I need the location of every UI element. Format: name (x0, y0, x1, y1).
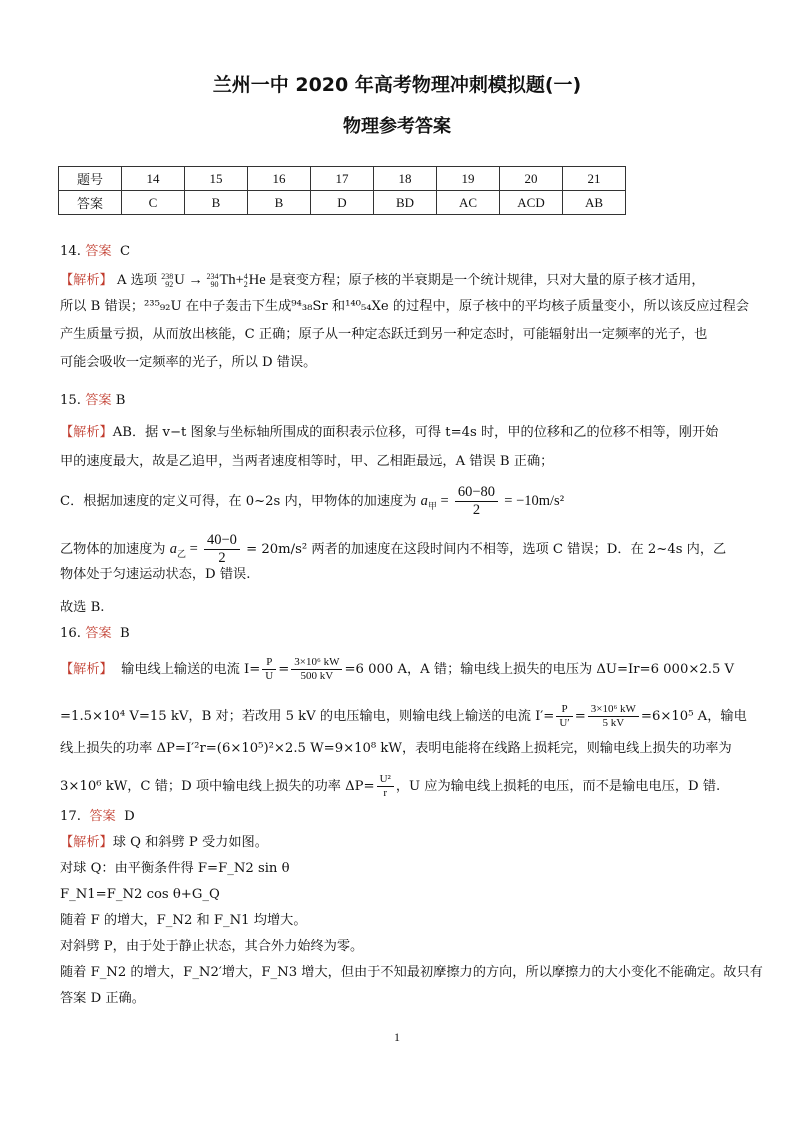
text: =1.5×10⁴ V=15 kV，B 对；若改用 5 kV 的电压输电，则输电线上输送的电流 I′= (60, 709, 555, 724)
table-cell: D (311, 191, 374, 215)
q17-line-5: 对斜劈 P，由于处于静止状态，其合外力始终为零。 (60, 939, 364, 954)
table-cell: 19 (437, 167, 500, 191)
q16-line-3: 线上损失的功率 ΔP=I′²r=(6×10⁵)²×2.5 W=9×10⁸ kW，表明电能将在线路上损耗完，则输电线上损失的功率为 (60, 741, 732, 756)
answer-label: 答案 (89, 809, 116, 824)
question-number: 14. (60, 244, 81, 259)
analysis-label: 【解析】 (60, 273, 113, 288)
q15-line-1 (60, 424, 750, 442)
q17-line-6: 随着 F_N2 的增大，F_N2′增大，F_N3 增大，但由于不知最初摩擦力的方向，所以摩擦力的大小变化不能确定。故只有 (60, 965, 763, 980)
fraction: $\frac{P}{U'}$ (556, 703, 572, 730)
question-number: 17. (60, 809, 81, 824)
analysis-label: 【解析】 (60, 425, 113, 440)
q17-line-2: 对球 Q：由平衡条件得 F=F_N2 sin θ (60, 861, 290, 876)
text: A 选项 (116, 273, 158, 288)
q16-line-4 (60, 773, 750, 800)
q14-answer-line (60, 243, 750, 261)
table-cell: 17 (311, 167, 374, 191)
answer-value: B (119, 626, 130, 641)
text: 输电线上输送的电流 I= (121, 662, 261, 677)
q15-line-5: 物体处于匀速运动状态，D 错误. (60, 567, 251, 582)
q17-line-1 (60, 834, 750, 852)
table-cell: 20 (500, 167, 563, 191)
decay-equation: 238 92U → 234 90Th+4 2He (161, 271, 270, 289)
table-cell: 题号 (59, 167, 122, 191)
fraction: $\frac{\text{3×10⁶ kW}}{500 kV}$ (291, 656, 342, 683)
q17-line-7: 答案 D 正确。 (60, 991, 145, 1006)
table-cell: 21 (563, 167, 626, 191)
text: 球 Q 和斜劈 P 受力如图。 (112, 835, 268, 850)
table-row (59, 191, 626, 215)
analysis-label: 【解析】 (60, 835, 113, 850)
answer-value: D (124, 809, 135, 824)
table-cell: ACD (500, 191, 563, 215)
text: AB．据 v−t 图象与坐标轴所围成的面积表示位移，可得 t=4s 时，甲的位移和乙的位移不相等，刚开始 (112, 425, 719, 440)
q16-line-2: =1.5×10⁴ V=15 kV，B 对；若改用 5 kV 的电压输电，则输电线上输送的电流 I′= $\frac{P}{U'}$ = $\frac{\text{3×10⁶ kW}}{5 kV}$ =6×10⁵ A，输电 (60, 703, 747, 729)
answer-table (58, 166, 626, 215)
fraction: $\frac{60-80}{2}$ (455, 484, 498, 519)
text: = 20m/s² 两者的加速度在这段时间内不相等，选项 C 错误；D．在 2~4s 内，乙 (246, 542, 727, 557)
q15-line-6: 故选 B. (60, 600, 105, 615)
question-number: 16. (60, 626, 81, 641)
q16-answer-line (60, 625, 750, 643)
text: 3×10⁶ kW，C 错；D 项中输电线上损失的功率 ΔP= (60, 779, 375, 794)
table-cell: 答案 (59, 191, 122, 215)
q16-line-1 (60, 656, 750, 683)
text: =6 000 A，A 错；输电线上损失的电压为 ΔU=Ir=6 000×2.5 V (344, 662, 735, 677)
text: C．根据加速度的定义可得，在 0~2s 内，甲物体的加速度为 (60, 494, 417, 509)
table-cell: 18 (374, 167, 437, 191)
table-cell: AC (437, 191, 500, 215)
text: 乙物体的加速度为 (60, 542, 166, 557)
math-result: = −10m/s² (504, 493, 565, 509)
text: ，U 应为输电线上损耗的电压，而不是输电电压，D 错. (395, 779, 721, 794)
text: 是衰变方程；原子核的半衰期是一个统计规律，只对大量的原子核才适用， (269, 273, 705, 288)
table-row (59, 167, 626, 191)
answer-value: B (115, 393, 126, 408)
table-cell: 14 (122, 167, 185, 191)
answer-value: C (119, 244, 131, 259)
q17-line-4: 随着 F 的增大，F_N2 和 F_N1 均增大。 (60, 913, 307, 928)
table-cell: B (185, 191, 248, 215)
table-cell: BD (374, 191, 437, 215)
q14-line-4: 可能会吸收一定频率的光子，所以 D 错误。 (60, 355, 317, 370)
fraction: $\frac{\text{U²}}{r}$ (377, 773, 394, 800)
text: = (278, 662, 290, 677)
math: $a_乙$ = (169, 541, 198, 559)
question-number: 15. (60, 393, 81, 408)
fraction: $\frac{\text{3×10⁶ kW}}{5 kV}$ (588, 703, 639, 730)
table-cell: 15 (185, 167, 248, 191)
math: $a_甲$ = (420, 493, 449, 511)
fraction: $\frac{40-0}{2}$ (204, 532, 240, 567)
q14-line-2: 所以 B 错误；²³⁵₉₂U 在中子轰击下生成⁹⁴₃₈Sr 和¹⁴⁰₅₄Xe 的过程中，原子核中的平均核子质量变小，所以该反应过程会 (60, 299, 749, 314)
q14-line-1 (60, 271, 750, 290)
table-cell: C (122, 191, 185, 215)
analysis-label: 【解析】 (60, 662, 113, 677)
fraction: $\frac{P}{U}$ (262, 656, 276, 683)
page-number: 1 (394, 1030, 400, 1044)
q15-line-2: 甲的速度最大，故是乙追甲，当两者速度相等时，甲、乙相距最远，A 错误 B 正确； (60, 454, 554, 469)
q15-answer-line (60, 392, 750, 410)
text: =6×10⁵ A，输电 (640, 709, 747, 724)
q17-line-3: F_N1=F_N2 cos θ+G_Q (60, 887, 220, 902)
q14-line-3: 产生质量亏损，从而放出核能，C 正确；原子从一种定态跃迁到另一种定态时，可能辐射出一定频率的光子，也 (60, 327, 708, 342)
q15-line-3 (60, 484, 750, 519)
answer-label: 答案 (85, 244, 112, 259)
table-cell: B (248, 191, 311, 215)
q15-line-4 (60, 532, 750, 567)
page-title: 兰州一中 2020 年高考物理冲刺模拟题(一) (212, 74, 582, 96)
page-subtitle: 物理参考答案 (343, 116, 451, 137)
answer-label: 答案 (85, 393, 112, 408)
table-cell: AB (563, 191, 626, 215)
answer-label: 答案 (85, 626, 112, 641)
table-cell: 16 (248, 167, 311, 191)
q17-answer-line (60, 808, 750, 826)
